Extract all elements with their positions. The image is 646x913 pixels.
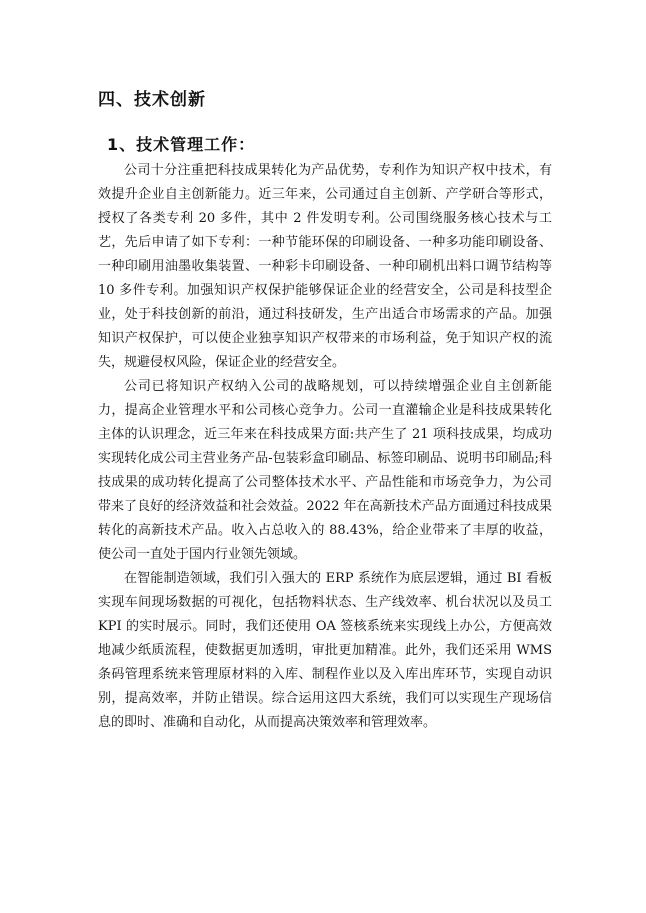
paragraph: 公司已将知识产权纳入公司的战略规划，可以持续增强企业自主创新能力，提高企业管理水平和公司核心竞争力。公司一直灌输企业是科技成果转化主体的认识理念，近三年来在科技成果方面:共产生了 21 项科技成果，均成功实现转化成公司主营业务产品-包装彩盒印刷品、标签印刷品、说明书印刷品;科技成果的成功转化提高了公司整体技术水平、产品性能和市场竞争力，为公司带来了良好的经济效益和社会效益。2022 年在高新技术产品方面通过科技成果转化的高新技术产品。收入占总收入的 88.43%，给企业带来了丰厚的收益，使公司一直处于国内行业领先领域。 bbox=[98, 379, 552, 562]
section-title: 四、技术创新 bbox=[98, 90, 206, 110]
paragraph: 公司十分注重把科技成果转化为产品优势，专利作为知识产权中技术，有效提升企业自主创新能力。近三年来，公司通过自主创新、产学研合等形式，授权了各类专利 20 多件，其中 2 件发明专利。公司围绕服务核心技术与工艺，先后申请了如下专利：一种节能环保的印刷设备、一种多功能印刷设备、一种印刷用油墨收集装置、一种彩卡印刷设备、一种印刷机出料口调节结构等 10 多件专利。加强知识产权保护能够保证企业的经营安全，公司是科技型企业，处于科技创新的前沿，通过科技研发，生产出适合市场需求的产品。加强知识产权保护，可以使企业独享知识产权带来的市场利益，免于知识产权的流失，规避侵权风险，保证企业的经营安全。 bbox=[98, 163, 552, 370]
document-body bbox=[98, 159, 552, 735]
subsection-title: 1、技术管理工作： bbox=[107, 135, 256, 154]
paragraph: 在智能制造领域，我们引入强大的 ERP 系统作为底层逻辑，通过 BI 看板实现车间现场数据的可视化，包括物料状态、生产线效率、机台状况以及员工 KPI 的实时展示。同时，我们还使用 OA 签核系统来实现线上办公，方便高效地减少纸质流程，使数据更加透明，审批更加精准。此外，我们还采用 WMS 条码管理系统来管理原材料的入库、制程作业以及入库出库环节，实现自动识别，提高效率，并防止错误。综合运用这四大系统，我们可以实现生产现场信息的即时、准确和自动化，从而提高决策效率和管理效率。 bbox=[98, 571, 552, 730]
